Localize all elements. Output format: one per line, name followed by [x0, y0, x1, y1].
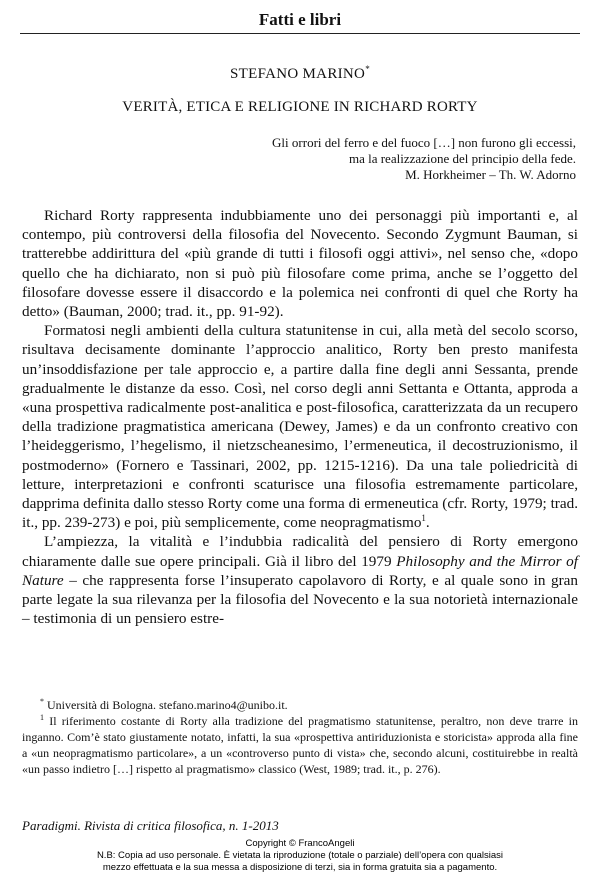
- epigraph-line: ma la realizzazione del principio della fede.: [348, 151, 576, 166]
- footnote-mark: 1: [40, 713, 44, 722]
- paragraph-text: L’ampiezza, la vitalità e l’indubbia radicalità del pensiero di Rorty emergono chiaramente dalle sue opere principali. Già il libro del 1979: [22, 533, 578, 570]
- article-title: VERITÀ, ETICA E RELIGIONE IN RICHARD RORTY: [122, 99, 478, 115]
- author-footnote-mark: *: [365, 64, 370, 74]
- usage-notice-line: N.B: Copia ad uso personale. È vietata la riproduzione (totale o parziale) dell’opera con qualsiasi: [96, 850, 504, 861]
- copyright-line: Copyright © FrancoAngeli: [245, 838, 355, 849]
- epigraph-attribution: M. Horkheimer – Th. W. Adorno: [405, 167, 576, 182]
- paragraph: [22, 206, 578, 321]
- paragraph-text: Formatosi negli ambienti della cultura statunitense in cui, alla metà del secolo scorso, risultava decisamente dominante l’approccio analitico, Rorty ben presto manifesta un’insoddisfazione per tale approccio e, a partire dalla fine degli anni Sessanta, prende gradualmente le distanze da esso. Così, nel corso degli anni Settanta e Ottanta, approda a «una prospettiva radicalmente post-analitica e post-filosofica, caratterizzata da un recupero della tradizione pragmatistica americana (Dewey, James) e da un confronto creativo con l’heideggerismo, l’hegelismo, il nietzscheanesimo, l’ermeneutica, il decostruzionismo, il postmoderno» (Fornero e Tassinari, 2002, pp. 1215-1216). Da una tale poliedricità di letture, interpretazioni e confronti scaturisce una filosofia estremamente particolare, dapprima definita dallo stesso Rorty come una forma di ermeneutica (cfr. Rorty, 1979; trad. it., pp. 239-273) e poi, più semplicemente, come neopragmatismo: [22, 322, 578, 532]
- footnote-text: Università di Bologna. stefano.marino4@unibo.it.: [44, 698, 288, 712]
- header-divider: [20, 33, 580, 34]
- usage-notice-line: mezzo effettuata e la sua messa a disposizione di terzi, sia in forma gratuita sia a pagamento.: [102, 862, 498, 873]
- paragraph-text: – che rappresenta forse l’insuperato capolavoro di Rorty, e al quale sono in gran parte legate la sua rilevanza per la filosofia del Novecento e la sua notorietà internazionale – testimonia di un pensiero estre-: [22, 571, 578, 628]
- epigraph: [156, 135, 576, 183]
- copyright-notice: [20, 838, 580, 874]
- footnote-mark: *: [40, 697, 44, 706]
- epigraph-line: Gli orrori del ferro e del fuoco […] non furono gli eccessi,: [272, 135, 576, 150]
- footnote: [22, 697, 578, 713]
- article-body: [22, 206, 578, 628]
- article-author: [20, 64, 580, 83]
- paragraph: [22, 321, 578, 532]
- footnote-ref: 1: [421, 513, 426, 524]
- book-title: Philosophy and the Mirror of Nature: [22, 552, 578, 589]
- paragraph: [22, 532, 578, 628]
- footnotes: [22, 697, 578, 777]
- footnote-text: Il riferimento costante di Rorty alla tradizione del pragmatismo statunitense, peraltro, non deve trarre in inganno. Com’è stato giustamente notato, infatti, la sua «prospettiva antiriduzionista e storicista» approda alla fine a «un neopragmatismo particolare», a un «controverso punto di vista» che, secondo alcuni, costituirebbe in realtà «un passo indietro […] rispetto al pragmatismo» classico (West, 1989; trad. it., p. 276).: [22, 714, 578, 776]
- footnote: [22, 713, 578, 777]
- paragraph-text: .: [425, 514, 430, 532]
- journal-citation: Paradigmi. Rivista di critica filosofica, n. 1-2013: [22, 818, 279, 833]
- author-name: STEFANO MARINO: [230, 66, 366, 82]
- section-header: Fatti e libri: [258, 10, 342, 29]
- paragraph-text: Richard Rorty rappresenta indubbiamente uno dei personaggi più importanti e, al contempo, più controversi della filosofia del Novecento. Secondo Zygmunt Bauman, si tratterebbe addirittura del «più grande di tutti i filosofi oggi attivi», nel senso che, «dopo quello che ha dichiarato, non si può più filosofare come prima, anche se l’oggetto del filosofare dovesse essere il disaccordo e la polemica nei confronti di quel che Rorty ha detto» (Bauman, 2000; trad. it., pp. 91-92).: [22, 207, 578, 321]
